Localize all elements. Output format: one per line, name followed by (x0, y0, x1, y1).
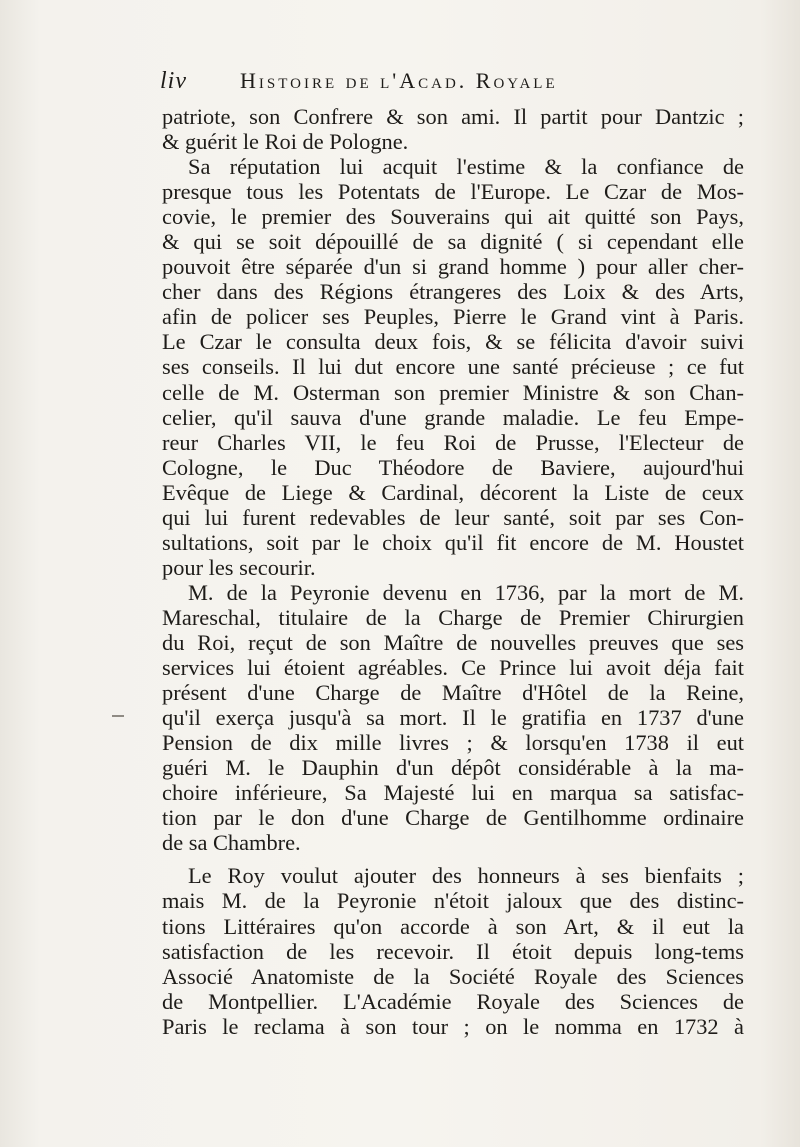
text-line: Associé Anatomiste de la Société Royale des Sciences (162, 963, 744, 989)
text-line: de sa Chambre. (162, 830, 301, 856)
text-line: Sa réputation lui acquit l'estime & la confiance de (188, 154, 744, 180)
text-line: celle de M. Osterman son premier Ministre & son Chan- (162, 379, 744, 405)
margin-mark (112, 715, 124, 717)
text-line: celier, qu'il sauva d'une grande maladie. Le feu Empe- (162, 404, 744, 430)
text-line: choire inférieure, Sa Majesté lui en marqua sa satisfac- (162, 780, 744, 806)
text-line: qu'il exerça jusqu'à sa mort. Il le gratifia en 1737 d'une (162, 705, 744, 731)
paragraph-gap (162, 855, 744, 863)
text-line: & qui se soit dépouillé de sa dignité ( si cependant elle (162, 229, 744, 255)
text-line: qui lui furent redevables de leur santé, soit par ses Con- (162, 504, 744, 530)
text-line: tion par le don d'une Charge de Gentilhomme ordinaire (162, 805, 744, 831)
text-line: Evêque de Liege & Cardinal, décorent la Liste de ceux (162, 479, 744, 505)
page-number: liv (160, 68, 187, 94)
text-line: Paris le reclama à son tour ; on le nomma en 1732 à (162, 1013, 744, 1039)
text-line: de Montpellier. L'Académie Royale des Sciences de (162, 988, 744, 1014)
text-line: Mareschal, titulaire de la Charge de Premier Chirurgien (162, 604, 744, 630)
text-line: M. de la Peyronie devenu en 1736, par la mort de M. (188, 579, 744, 605)
text-line: pouvoit être séparée d'un si grand homme ) pour aller cher- (162, 254, 744, 280)
text-line: covie, le premier des Souverains qui ait quitté son Pays, (162, 204, 744, 230)
text-line: presque tous les Potentats de l'Europe. Le Czar de Mos- (162, 179, 744, 205)
text-line: présent d'une Charge de Maître d'Hôtel de la Reine, (162, 680, 744, 706)
text-line: mais M. de la Peyronie n'étoit jaloux que des distinc- (162, 888, 744, 914)
text-line: guéri M. le Dauphin d'un dépôt considérable à la ma- (162, 755, 744, 781)
text-line: Cologne, le Duc Théodore de Baviere, aujourd'hui (162, 454, 744, 480)
text-line: sultations, soit par le choix qu'il fit encore de M. Houstet (162, 529, 744, 555)
text-line: ses conseils. Il lui dut encore une santé précieuse ; ce fut (162, 354, 744, 380)
text-line: du Roi, reçut de son Maître de nouvelles preuves que ses (162, 629, 744, 655)
body-text (162, 104, 744, 1039)
page-header (160, 68, 660, 102)
text-line: Pension de dix mille livres ; & lorsqu'en 1738 il eut (162, 730, 744, 756)
text-line: & guérit le Roi de Pologne. (162, 129, 409, 155)
text-line: Le Czar le consulta deux fois, & se félicita d'avoir suivi (162, 329, 744, 355)
text-line: reur Charles VII, le feu Roi de Prusse, l'Electeur de (162, 429, 744, 455)
text-line: cher dans des Régions étrangeres des Loix & des Arts, (162, 279, 744, 305)
text-line: pour les secourir. (162, 554, 316, 580)
text-line: afin de policer ses Peuples, Pierre le Grand vint à Paris. (162, 304, 744, 330)
text-line: tions Littéraires qu'on accorde à son Art, & il eut la (162, 913, 744, 939)
text-line: Le Roy voulut ajouter des honneurs à ses bienfaits ; (188, 863, 744, 889)
running-title: Histoire de l'Acad. Royale (240, 68, 558, 93)
text-line: satisfaction de les recevoir. Il étoit depuis long-tems (162, 938, 744, 964)
text-line: patriote, son Confrere & son ami. Il partit pour Dantzic ; (162, 104, 744, 129)
text-line: services lui étoient agréables. Ce Prince lui avoit déja fait (162, 655, 744, 681)
